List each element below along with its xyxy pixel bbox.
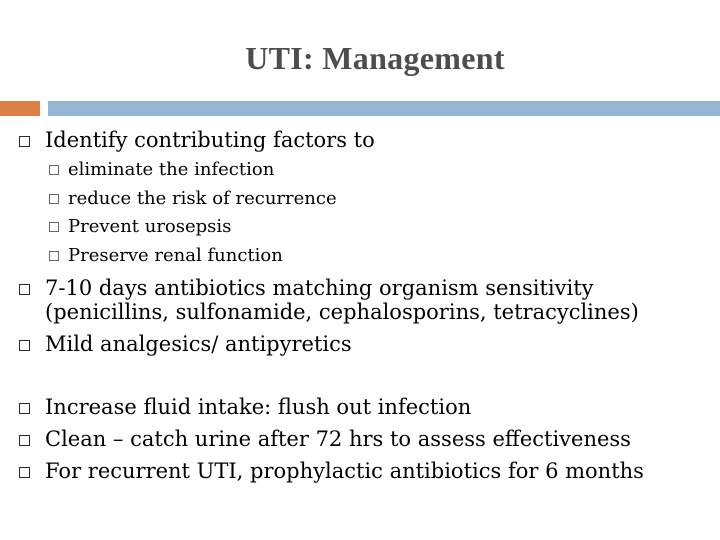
sub-bullet-item: [49, 188, 337, 210]
bullet-text: 7-10 days antibiotics matching organism sensitivity: [45, 276, 594, 300]
checkbox-bullet-icon: [49, 222, 59, 232]
sub-bullet-item: [49, 159, 274, 181]
square-bullet-icon: [19, 136, 30, 147]
checkbox-bullet-icon: [49, 165, 59, 175]
sub-bullet-item: [49, 216, 231, 238]
bullet-text: Identify contributing factors to: [45, 128, 375, 152]
checkbox-bullet-icon: [49, 194, 59, 204]
bullet-text-continuation: (penicillins, sulfonamide, cephalosporins, tetracyclines): [45, 300, 639, 324]
sub-bullet-text: eliminate the infection: [68, 159, 275, 180]
bullet-text: Mild analgesics/ antipyretics: [45, 332, 352, 356]
square-bullet-icon: [19, 467, 30, 478]
sub-bullet-item: [49, 245, 283, 267]
bullet-text: Increase fluid intake: flush out infection: [45, 395, 472, 419]
sub-bullet-text: reduce the risk of recurrence: [68, 188, 337, 209]
slide-title: UTI: Management: [245, 40, 505, 76]
square-bullet-icon: [19, 435, 30, 446]
square-bullet-icon: [19, 284, 30, 295]
square-bullet-icon: [19, 340, 30, 351]
checkbox-bullet-icon: [49, 251, 59, 261]
accent-bar-blue: [48, 101, 720, 116]
bullet-text: Clean – catch urine after 72 hrs to assess effectiveness: [45, 427, 631, 451]
accent-bar-orange: [0, 101, 40, 116]
bullet-text: For recurrent UTI, prophylactic antibiotics for 6 months: [45, 459, 644, 483]
sub-bullet-text: Prevent urosepsis: [68, 216, 232, 237]
sub-bullet-text: Preserve renal function: [68, 245, 283, 266]
square-bullet-icon: [19, 403, 30, 414]
